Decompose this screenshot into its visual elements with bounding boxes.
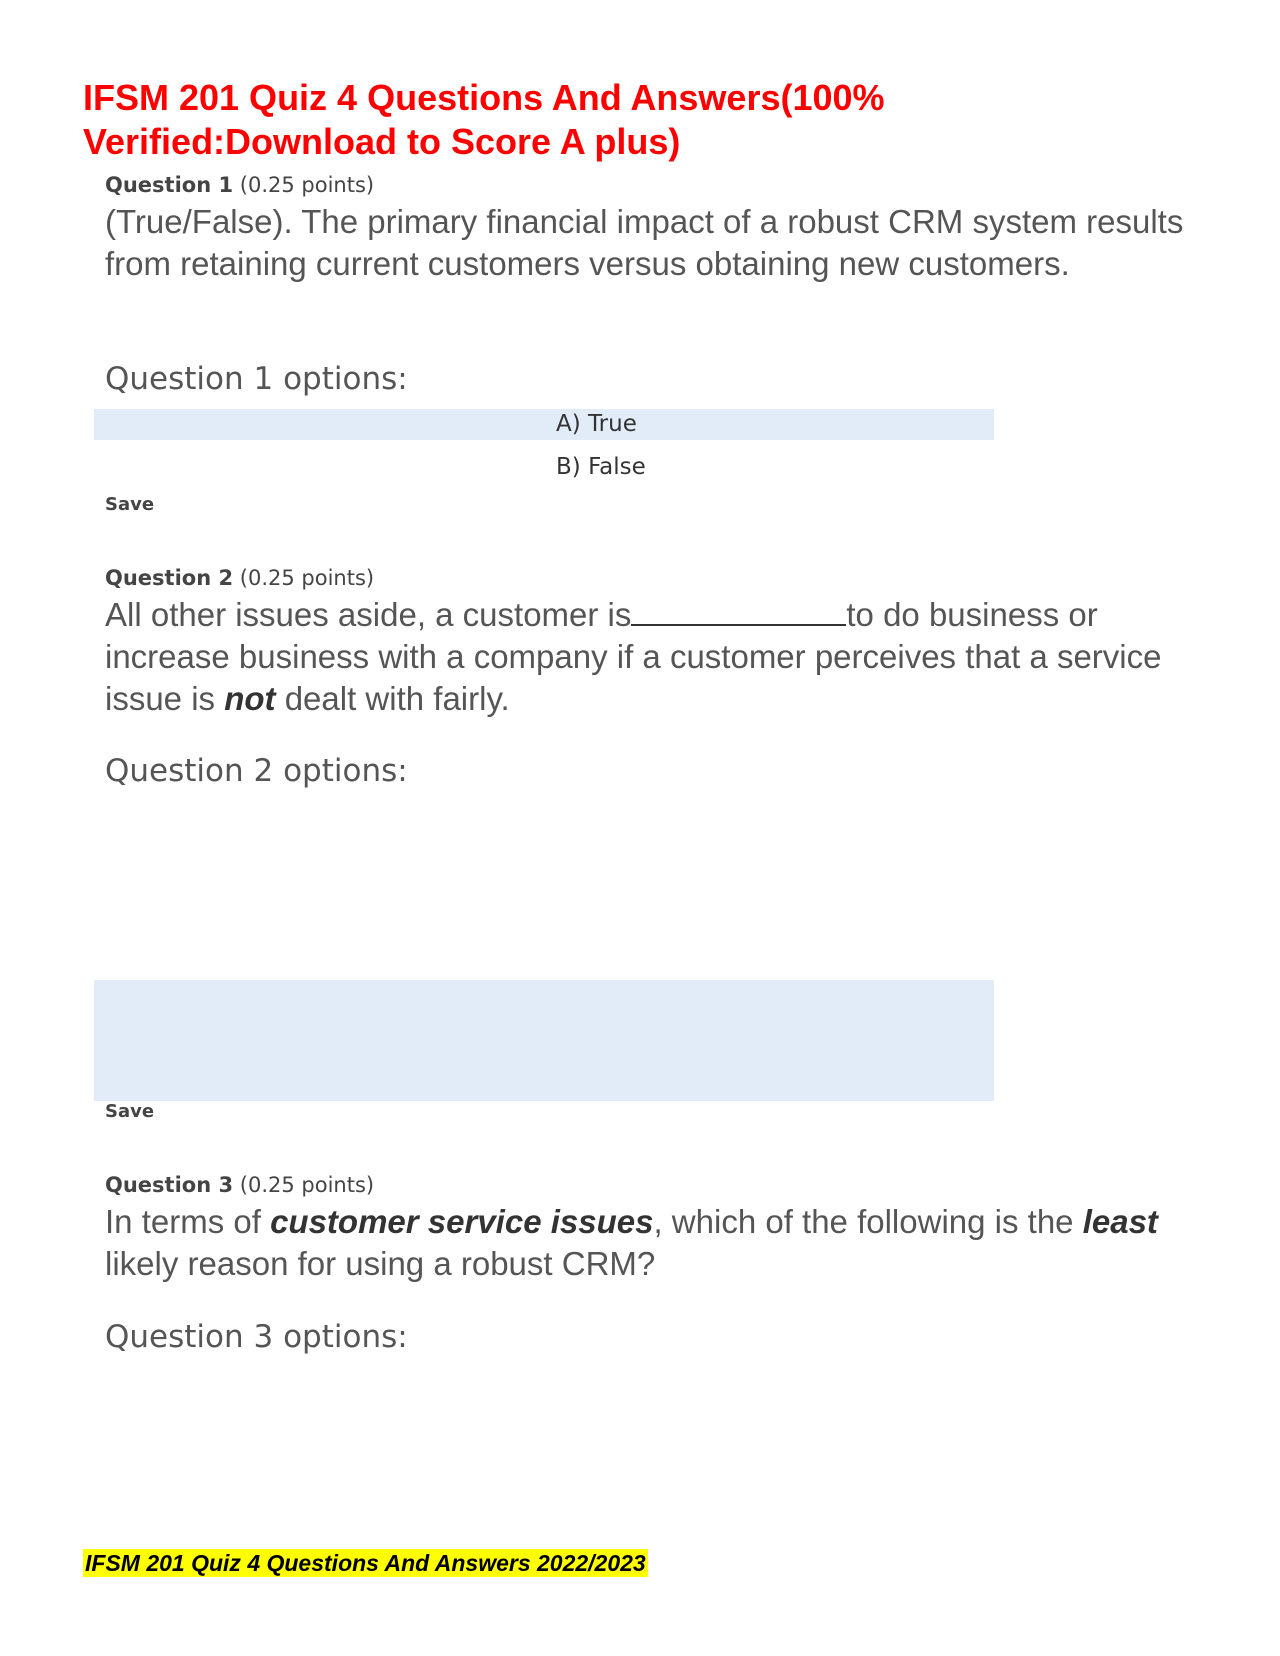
question-2-answer-area[interactable] bbox=[94, 980, 994, 1101]
question-3-number: Question 3 bbox=[105, 1173, 234, 1197]
document-title: IFSM 201 Quiz 4 Questions And Answers(100% Verified:Download to Score A plus) bbox=[83, 77, 885, 162]
question-2-save-button[interactable]: Save bbox=[105, 1101, 155, 1122]
question-2-emphasis: not bbox=[224, 680, 276, 717]
question-2-text-start: All other issues aside, a customer is bbox=[105, 596, 632, 633]
question-2-number: Question 2 bbox=[105, 566, 234, 590]
question-3-emphasis-1: customer service issues bbox=[270, 1203, 654, 1240]
question-1-save-button[interactable]: Save bbox=[105, 494, 155, 515]
question-2-text-end: dealt with fairly. bbox=[275, 680, 510, 717]
question-3-header bbox=[105, 1172, 374, 1198]
question-1-option-a[interactable] bbox=[94, 409, 994, 440]
question-3-text-end: likely reason for using a robust CRM? bbox=[105, 1245, 656, 1282]
question-1-option-b[interactable] bbox=[94, 452, 994, 483]
question-3-emphasis-2: least bbox=[1082, 1203, 1158, 1240]
question-3-text-start: In terms of bbox=[105, 1203, 271, 1240]
question-3-text-middle: , which of the following is the bbox=[653, 1203, 1083, 1240]
option-b-label: B) False bbox=[556, 454, 646, 480]
fill-in-blank bbox=[631, 596, 846, 626]
question-3-options-label: Question 3 options: bbox=[105, 1319, 408, 1355]
option-a-label: A) True bbox=[556, 411, 637, 437]
question-2-options-label: Question 2 options: bbox=[105, 753, 408, 789]
question-1-text: (True/False). The primary financial impact of a robust CRM system results from retaining current customers versus obtaining new customers. bbox=[105, 203, 1184, 282]
question-1-options-label: Question 1 options: bbox=[105, 361, 408, 397]
question-2-points: (0.25 points) bbox=[239, 566, 375, 590]
question-1-points: (0.25 points) bbox=[239, 173, 375, 197]
question-2-text bbox=[105, 594, 1185, 720]
question-2-header bbox=[105, 565, 374, 591]
question-1-number: Question 1 bbox=[105, 173, 234, 197]
question-3-text bbox=[105, 1201, 1185, 1285]
question-2-text-after-blank: to do business or increase business with a company if a customer perceives that a service issue is bbox=[105, 596, 1162, 717]
question-1-header bbox=[105, 172, 374, 198]
question-3-points: (0.25 points) bbox=[239, 1173, 375, 1197]
footer-note: IFSM 201 Quiz 4 Questions And Answers 2022/2023 bbox=[85, 1550, 646, 1576]
